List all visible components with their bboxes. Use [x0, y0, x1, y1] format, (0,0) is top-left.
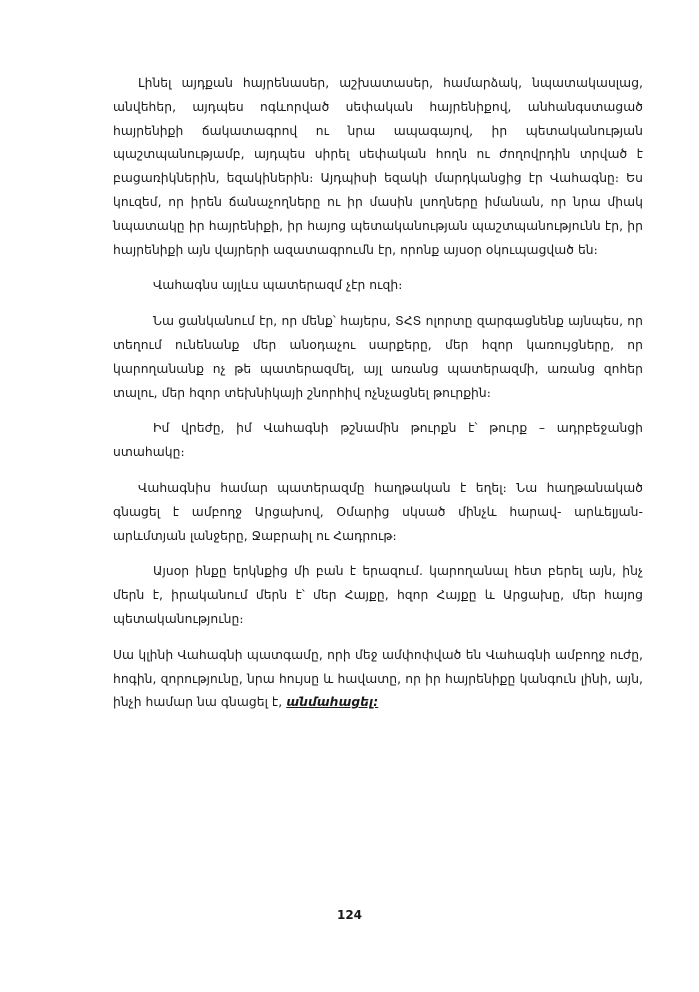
paragraph-7: [113, 644, 643, 715]
paragraph-1: Լինել այդքան հայրենասեր, աշխատասեր, համարձակ, նպատակասլաց, անվեհեր, այդպես ոգևորված սեփական հայրենիքով, անհանգստացած հայրենիքի ճակատագրով ու նրա ապագայով, իր պետականության պաշտպանությամբ, այդպես սիրել սեփական հողն ու ժողովրդին տրված է բացառիկներին, եզակիներին։ Այդպիսի եզակի մարդկանցից էր Վահագնը։ Ես կուզեմ, որ իրեն ճանաչողները ու իր մասին լսողները իմանան, որ նրա միակ նպատակը իր հայրենիքի, իր հայոց պետականության պաշտպանությունն էր, իր հայրենիքի այն վայրերի ազատագրումն էր, որոնք այսօր օկուպացված են։: [113, 76, 643, 257]
paragraph-5: Վահագնիս համար պատերազմը հաղթական է եղել։ Նա հաղթանակած գնացել է ամբողջ Արցախով, Օմարից սկսած մինչև հարավ- արևելյան-արևմտյան լանջերը, Ջաբրաիլ ու Հադրութ։: [113, 480, 643, 543]
paragraph-4: Իմ վրեժը, իմ Վահագնի թշնամին թուրքն է՝ թուրք – ադրբեջանցի ստահակը։: [113, 421, 643, 460]
paragraph-3: Նա ցանկանում էր, որ մենք՝ հայերս, ՏՀՏ ոլորտը զարգացնենք այնպես, որ տեղում ունենանք մեր անօդաչու սարքերը, մեր հզոր կառույցները, որ կարողանանք ոչ թե պատերազմել, այլ առանց պատերազմի, առանց զոհեր տալու, մեր հզոր տեխնիկայի շնորհիվ ոչնչացնել թուրքին։: [113, 314, 643, 400]
page-number: 124: [336, 908, 363, 922]
paragraph-7-emphasis: անմահացել։: [286, 695, 379, 710]
page-body: [113, 72, 643, 727]
paragraph-7-text: Սա կլինի Վահագնի պատգամը, որի մեջ ամփոփված են Վահագնի ամբողջ ուժը, հոգին, զորությունը, նրա հույսը և հավատը, որ իր հայրենիքը կանգուն լինի, այն, ինչի համար նա գնացել է,: [113, 647, 643, 710]
paragraph-6: Այսօր ինքը երկնքից մի բան է երազում. կարողանալ հետ բերել այն, ինչ մերն է, իրականում մերն է՝ մեր Հայքը, հզոր Հայքը և Արցախը, մեր հայոց պետականությունը։: [113, 564, 643, 626]
paragraph-2: Վահագնս այլևս պատերազմ չէր ուզի։: [153, 278, 403, 293]
